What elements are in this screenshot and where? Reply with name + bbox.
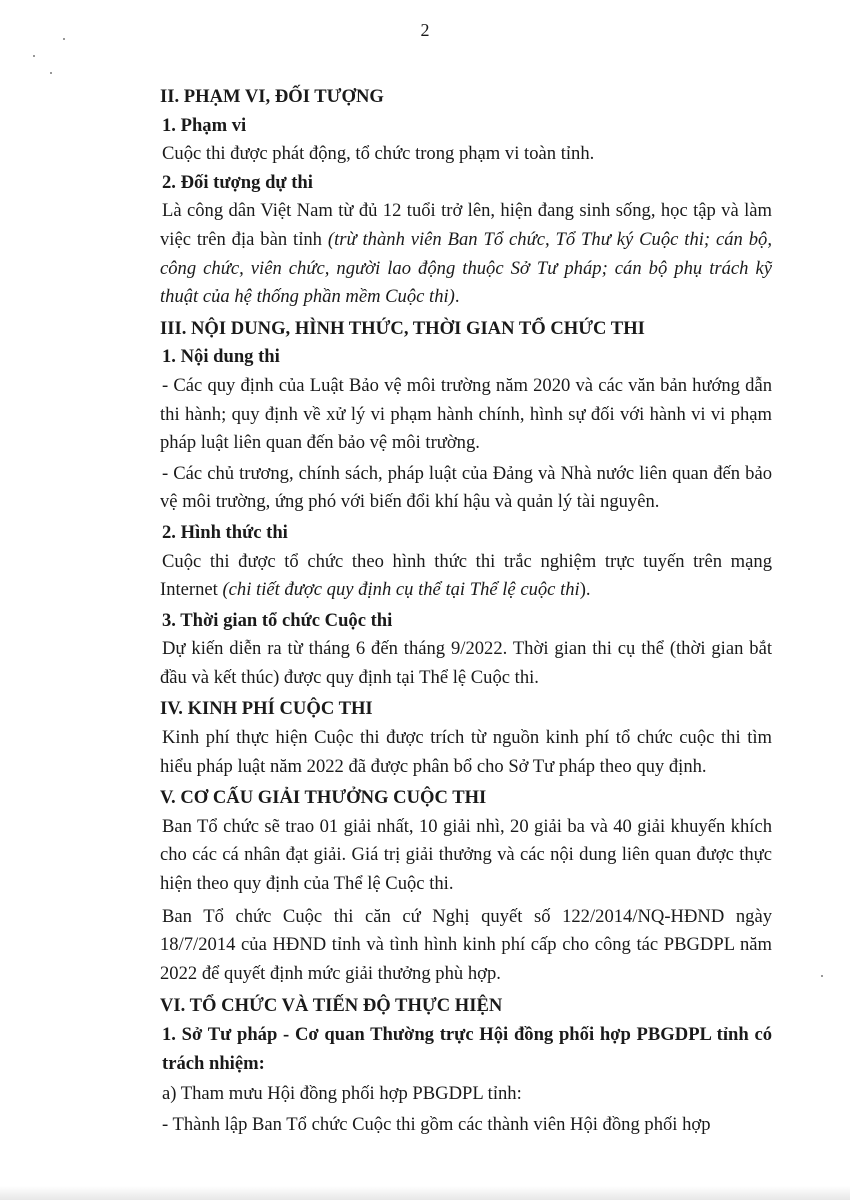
paragraph-scope: Cuộc thi được phát động, tổ chức trong phạm vi toàn tỉnh.	[162, 143, 595, 165]
paragraph-establish-committee: - Thành lập Ban Tổ chức Cuộc thi gồm các thành viên Hội đồng phối hợp	[162, 1113, 711, 1135]
participants-text: Là công dân Việt Nam từ đủ 12 tuổi trở lên, hiện đang sinh sống, học tập và làm việc trên địa bàn tỉnh	[160, 200, 772, 250]
subheading-participants: 2. Đối tượng dự thi	[162, 171, 313, 193]
scan-speck	[821, 975, 823, 977]
scan-bottom-edge	[0, 1186, 850, 1200]
section-heading-funding: IV. KINH PHÍ CUỘC THI	[160, 698, 373, 720]
scan-speck	[33, 55, 35, 57]
paragraph-content-2: - Các chủ trương, chính sách, pháp luật của Đảng và Nhà nước liên quan đến bảo vệ môi trường, ứng phó với biến đổi khí hậu và quản lý tài nguyên.	[160, 462, 772, 513]
paragraph-content-1: - Các quy định của Luật Bảo vệ môi trường năm 2020 và các văn bản hướng dẫn thi hành; quy định về xử lý vi phạm hành chính, hình sự đối với hành vi vi phạm pháp luật liên quan đến bảo vệ môi trường.	[160, 374, 772, 454]
page-number: 2	[420, 20, 430, 40]
participants-period: .	[454, 286, 460, 308]
section-heading-organization: VI. TỔ CHỨC VÀ TIẾN ĐỘ THỰC HIỆN	[160, 995, 503, 1017]
form-text: Cuộc thi được tổ chức theo hình thức thi trắc nghiệm trực tuyến trên mạng Internet	[160, 550, 772, 601]
scan-speck	[63, 38, 65, 40]
form-note-close: ).	[579, 579, 591, 601]
subheading-scope: 1. Phạm vi	[162, 114, 247, 136]
form-note: (chi tiết được quy định cụ thể tại Thể lệ cuộc thi	[222, 579, 580, 601]
section-heading-scope-participants: II. PHẠM VI, ĐỐI TƯỢNG	[160, 86, 384, 107]
subheading-contest-time: 3. Thời gian tổ chức Cuộc thi	[162, 609, 393, 631]
paragraph-advise-council: a) Tham mưu Hội đồng phối hợp PBGDPL tỉnh:	[162, 1083, 522, 1105]
section-heading-content-form-time: III. NỘI DUNG, HÌNH THỨC, THỜI GIAN TỔ CHỨC THI	[160, 317, 645, 339]
paragraph-awards-1: Ban Tổ chức sẽ trao 01 giải nhất, 10 giải nhì, 20 giải ba và 40 giải khuyến khích cho các cá nhân đạt giải. Giá trị giải thưởng và các nội dung liên quan được thực hiện theo quy định của Thể lệ Cuộc thi.	[160, 815, 772, 895]
subheading-contest-form: 2. Hình thức thi	[162, 521, 288, 543]
scan-speck	[50, 72, 52, 74]
paragraph-awards-2: Ban Tổ chức Cuộc thi căn cứ Nghị quyết số 122/2014/NQ-HĐND ngày 18/7/2014 của HĐND tỉnh và tình hình kinh phí cấp cho công tác PBGDPL năm 2022 để quyết định mức giải thưởng phù hợp.	[160, 905, 772, 984]
subheading-department-of-justice: 1. Sở Tư pháp - Cơ quan Thường trực Hội đồng phối hợp PBGDPL tỉnh có trách nhiệm:	[162, 1024, 772, 1074]
participants-exclusions: (trừ thành viên Ban Tổ chức, Tổ Thư ký Cuộc thi; cán bộ, công chức, viên chức, người lao động thuộc Sở Tư pháp; cán bộ phụ trách kỹ thuật của hệ thống phần mềm Cuộc thi)	[160, 228, 772, 308]
subheading-contest-content: 1. Nội dung thi	[162, 346, 280, 368]
paragraph-participants	[160, 197, 772, 311]
paragraph-contest-form	[160, 548, 772, 605]
paragraph-contest-time: Dự kiến diễn ra từ tháng 6 đến tháng 9/2022. Thời gian thi cụ thể (thời gian bắt đầu và kết thúc) được quy định tại Thể lệ Cuộc thi.	[160, 638, 772, 688]
document-body	[160, 80, 772, 1139]
paragraph-funding: Kinh phí thực hiện Cuộc thi được trích từ nguồn kinh phí tổ chức cuộc thi tìm hiểu pháp luật năm 2022 đã được phân bổ cho Sở Tư pháp theo quy định.	[160, 727, 772, 777]
section-heading-awards: V. CƠ CẤU GIẢI THƯỞNG CUỘC THI	[160, 787, 487, 809]
